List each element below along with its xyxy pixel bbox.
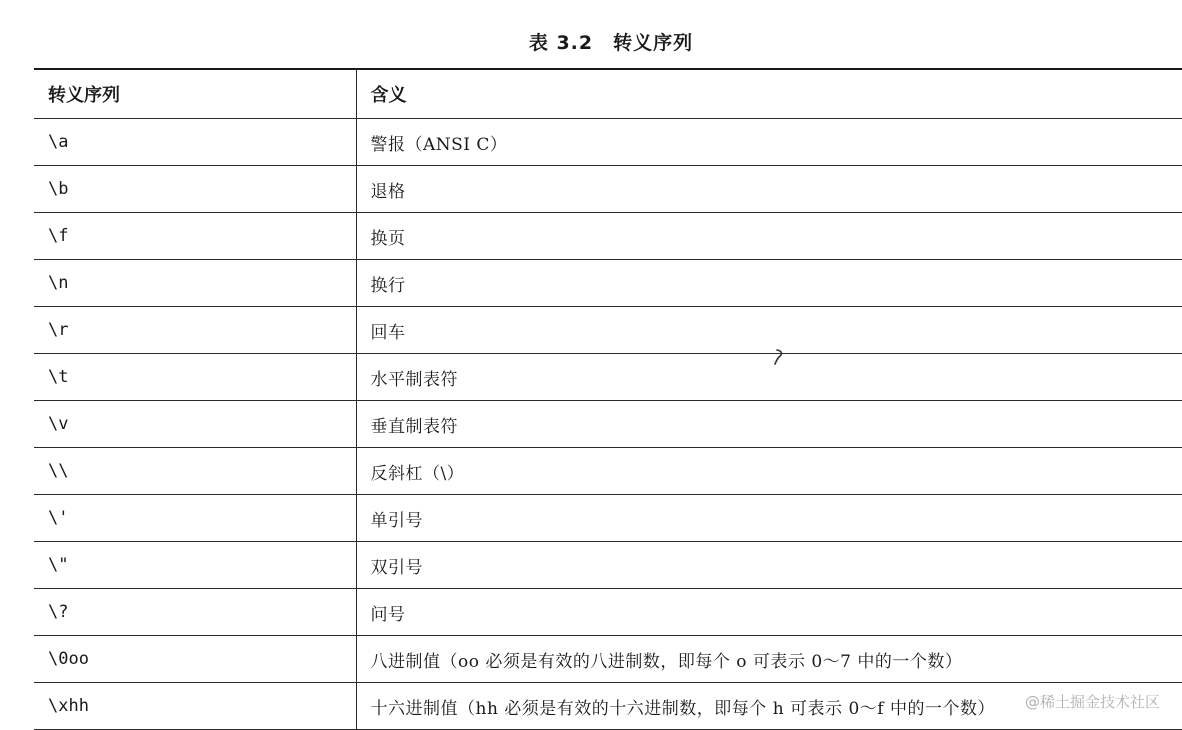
table-row <box>34 166 1182 213</box>
table-row <box>34 589 1182 636</box>
sequence-cell: \' <box>34 495 356 542</box>
table-row <box>34 683 1182 730</box>
table-row <box>34 307 1182 354</box>
sequence-cell: \0oo <box>34 636 356 683</box>
table-caption <box>0 28 1182 55</box>
header-row <box>34 69 1182 119</box>
table-row <box>34 495 1182 542</box>
table-row <box>34 401 1182 448</box>
sequence-cell: \f <box>34 213 356 260</box>
table-title: 转义序列 <box>613 32 694 54</box>
sequence-cell: \a <box>34 119 356 166</box>
meaning-cell: 反斜杠（\） <box>356 448 1182 495</box>
meaning-cell: 警报（ANSI C） <box>356 119 1182 166</box>
sequence-cell: \n <box>34 260 356 307</box>
meaning-cell: 退格 <box>356 166 1182 213</box>
table-number: 表 3.2 <box>528 32 594 54</box>
column-header-meaning: 含义 <box>356 69 1182 119</box>
meaning-cell: 八进制值（oo 必须是有效的八进制数，即每个 o 可表示 0～7 中的一个数） <box>356 636 1182 683</box>
sequence-cell: \v <box>34 401 356 448</box>
table-row <box>34 354 1182 401</box>
sequence-cell: \\ <box>34 448 356 495</box>
table-row <box>34 260 1182 307</box>
table-row <box>34 119 1182 166</box>
sequence-cell: \b <box>34 166 356 213</box>
meaning-cell: 双引号 <box>356 542 1182 589</box>
table-row <box>34 542 1182 589</box>
column-header-sequence: 转义序列 <box>34 69 356 119</box>
meaning-cell: 水平制表符 <box>356 354 1182 401</box>
meaning-cell: 问号 <box>356 589 1182 636</box>
escape-sequence-table <box>34 68 1182 730</box>
table-row <box>34 636 1182 683</box>
meaning-cell: 单引号 <box>356 495 1182 542</box>
sequence-cell: \r <box>34 307 356 354</box>
pen-stroke-mark <box>774 348 786 366</box>
meaning-cell: 回车 <box>356 307 1182 354</box>
watermark: @稀土掘金技术社区 <box>1024 693 1160 711</box>
sequence-cell: \t <box>34 354 356 401</box>
table-row <box>34 213 1182 260</box>
sequence-cell: \? <box>34 589 356 636</box>
table-row <box>34 448 1182 495</box>
meaning-cell: 换页 <box>356 213 1182 260</box>
sequence-cell: \" <box>34 542 356 589</box>
meaning-cell: 垂直制表符 <box>356 401 1182 448</box>
meaning-cell: 十六进制值（hh 必须是有效的十六进制数，即每个 h 可表示 0～f 中的一个数） <box>356 683 1182 730</box>
sequence-cell: \xhh <box>34 683 356 730</box>
meaning-cell: 换行 <box>356 260 1182 307</box>
